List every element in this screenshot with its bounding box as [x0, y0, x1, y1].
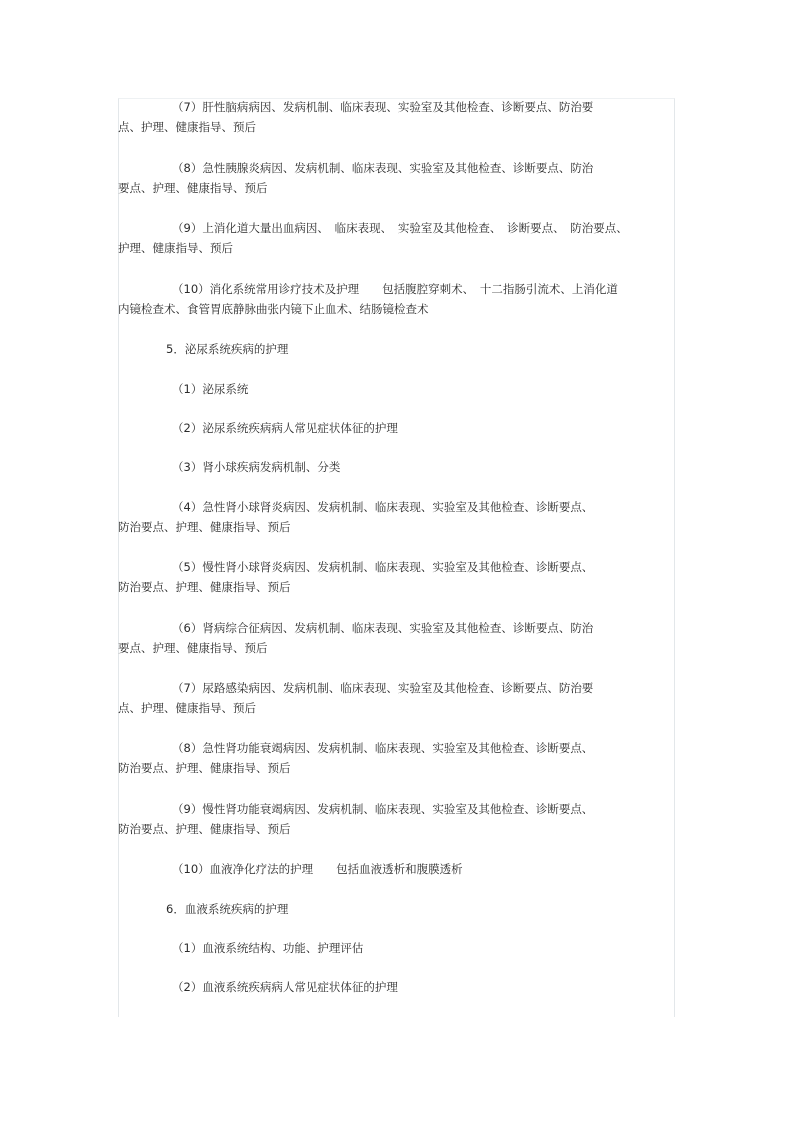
paragraph-nephrotic-syndrome: [118, 618, 678, 658]
section-heading-blood: [118, 899, 678, 919]
paragraph-blood-symptoms: [118, 977, 678, 997]
paragraph-liver-encephalopathy: [118, 97, 678, 137]
paragraph-acute-renal-failure: [118, 738, 678, 778]
paragraph-urinary-infection: [118, 678, 678, 718]
section-heading: 5．泌尿系统疾病的护理: [166, 342, 289, 356]
text-line: （7）肝性脑病病因、发病机制、临床表现、实验室及其他检查、诊断要点、防治要: [172, 100, 594, 114]
text-line: （8）急性胰腺炎病因、发病机制、临床表现、实验室及其他检查、诊断要点、防治: [172, 161, 594, 175]
text-line: 点、护理、健康指导、预后: [118, 120, 256, 134]
paragraph-chronic-renal-failure: [118, 799, 678, 839]
section-heading: 6．血液系统疾病的护理: [166, 902, 289, 916]
paragraph-blood-system: [118, 938, 678, 958]
text-line: 防治要点、护理、健康指导、预后: [118, 520, 291, 534]
text-line: （3）肾小球疾病发病机制、分类: [172, 460, 341, 474]
text-line: （10）血液净化疗法的护理 包括血液透析和腹膜透析: [172, 862, 463, 876]
text-line: （1）血液系统结构、功能、护理评估: [172, 941, 364, 955]
text-line: 要点、护理、健康指导、预后: [118, 181, 268, 195]
text-line: （7）尿路感染病因、发病机制、临床表现、实验室及其他检查、诊断要点、防治要: [172, 681, 594, 695]
text-line: 护理、健康指导、预后: [118, 241, 233, 255]
text-line: 内镜检查术、食管胃底静脉曲张内镜下止血术、结肠镜检查术: [118, 302, 429, 316]
paragraph-urinary-system: [118, 379, 678, 399]
text-line: 防治要点、护理、健康指导、预后: [118, 580, 291, 594]
paragraph-glomerular-disease: [118, 457, 678, 477]
paragraph-digestive-techniques: [118, 279, 678, 319]
text-line: 要点、护理、健康指导、预后: [118, 641, 268, 655]
paragraph-chronic-glomerulonephritis: [118, 557, 678, 597]
text-line: 点、护理、健康指导、预后: [118, 701, 256, 715]
paragraph-acute-glomerulonephritis: [118, 497, 678, 537]
text-line: （8）急性肾功能衰竭病因、发病机制、临床表现、实验室及其他检查、诊断要点、: [172, 741, 594, 755]
text-line: （9）慢性肾功能衰竭病因、发病机制、临床表现、实验室及其他检查、诊断要点、: [172, 802, 594, 816]
paragraph-acute-pancreatitis: [118, 158, 678, 198]
text-line: （1）泌尿系统: [172, 382, 249, 396]
paragraph-blood-purification: [118, 859, 678, 879]
text-line: （9）上消化道大量出血病因、 临床表现、 实验室及其他检查、 诊断要点、 防治要点、: [172, 221, 628, 235]
paragraph-gi-bleeding: [118, 218, 678, 258]
text-line: 防治要点、护理、健康指导、预后: [118, 761, 291, 775]
text-line: （10）消化系统常用诊疗技术及护理 包括腹腔穿刺术、 十二指肠引流术、上消化道: [172, 282, 618, 296]
text-line: 防治要点、护理、健康指导、预后: [118, 822, 291, 836]
text-line: （4）急性肾小球肾炎病因、发病机制、临床表现、实验室及其他检查、诊断要点、: [172, 500, 594, 514]
text-line: （2）泌尿系统疾病病人常见症状体征的护理: [172, 421, 398, 435]
text-line: （5）慢性肾小球肾炎病因、发病机制、临床表现、实验室及其他检查、诊断要点、: [172, 560, 594, 574]
text-line: （2）血液系统疾病病人常见症状体征的护理: [172, 980, 398, 994]
paragraph-urinary-symptoms: [118, 418, 678, 438]
section-heading-urinary: [118, 339, 678, 359]
text-line: （6）肾病综合征病因、发病机制、临床表现、实验室及其他检查、诊断要点、防治: [172, 621, 594, 635]
